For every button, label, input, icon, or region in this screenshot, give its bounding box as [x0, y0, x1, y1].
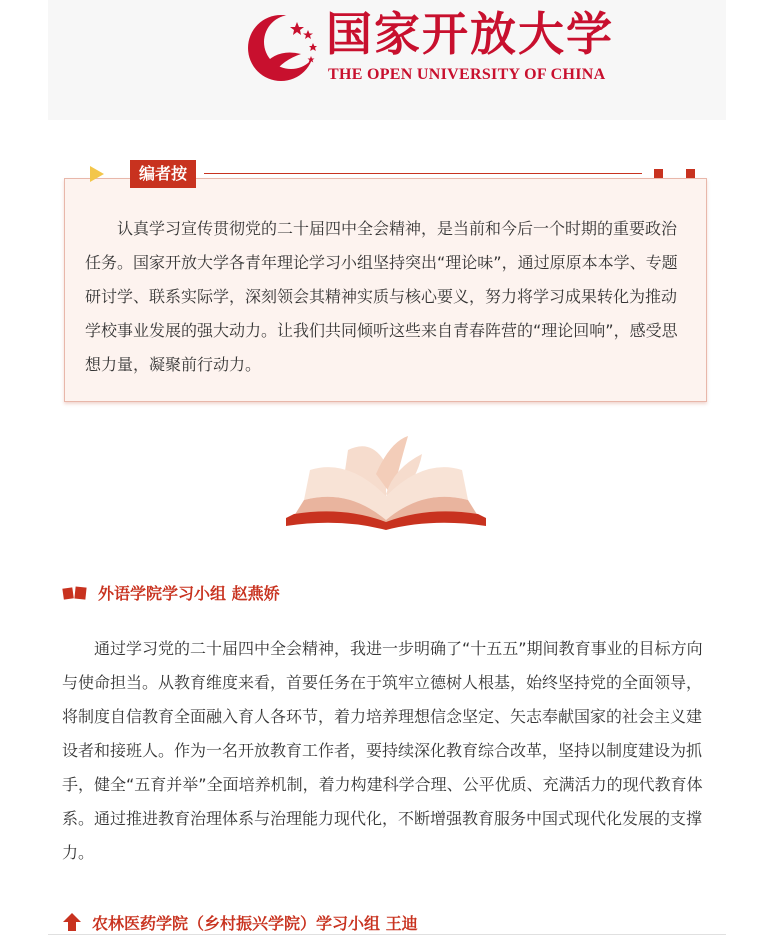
editor-note-text: 认真学习宣传贯彻党的二十届四中全会精神，是当前和今后一个时期的重要政治任务。国家开放大学各青年理论学习小组坚持突出“理论味”，通过原原本本学、专题研讨学、联系实际学，深刻领会其精神实质与核心要义，努力将学习成果转化为推动学校事业发展的强大动力。让我们共同倾听这些来自青春阵营的“理论回响”，感受思想力量，凝聚前行动力。: [85, 219, 678, 374]
logo-chinese-name: 国家开放大学: [326, 7, 614, 61]
decorative-divider: [204, 173, 642, 174]
section-heading: [62, 580, 280, 604]
section-heading: [62, 910, 418, 934]
header-banner: [48, 0, 726, 120]
open-book-icon: [282, 434, 490, 534]
editor-note-tag: 编者按: [130, 160, 196, 188]
triangle-marker-icon: [90, 166, 104, 182]
books-icon: [62, 583, 88, 601]
divider: [48, 934, 726, 935]
section-title: 外语学院学习小组 赵燕娇: [98, 583, 280, 603]
square-marker-icon: [654, 169, 663, 178]
square-marker-icon: [686, 169, 695, 178]
arrow-up-icon: [62, 912, 82, 932]
logo-english-name: THE OPEN UNIVERSITY OF CHINA: [328, 66, 606, 83]
section-title: 农林医药学院（乡村振兴学院）学习小组 王迪: [92, 913, 418, 933]
university-emblem-icon: [243, 8, 323, 86]
editor-note-topbar: [64, 158, 707, 188]
section-body: 通过学习党的二十届四中全会精神，我进一步明确了“十五五”期间教育事业的目标方向与使命担当。从教育维度来看，首要任务在于筑牢立德树人根基，始终坚持党的全面领导，将制度自信教育全面融入育人各环节，着力培养理想信念坚定、矢志奉献国家的社会主义建设者和接班人。作为一名开放教育工作者，要持续深化教育综合改革，坚持以制度建设为抓手，健全“五育并举”全面培养机制，着力构建科学合理、公平优质、充满活力的现代教育体系。通过推进教育治理体系与治理能力现代化，不断增强教育服务中国式现代化发展的支撑力。: [62, 639, 703, 862]
